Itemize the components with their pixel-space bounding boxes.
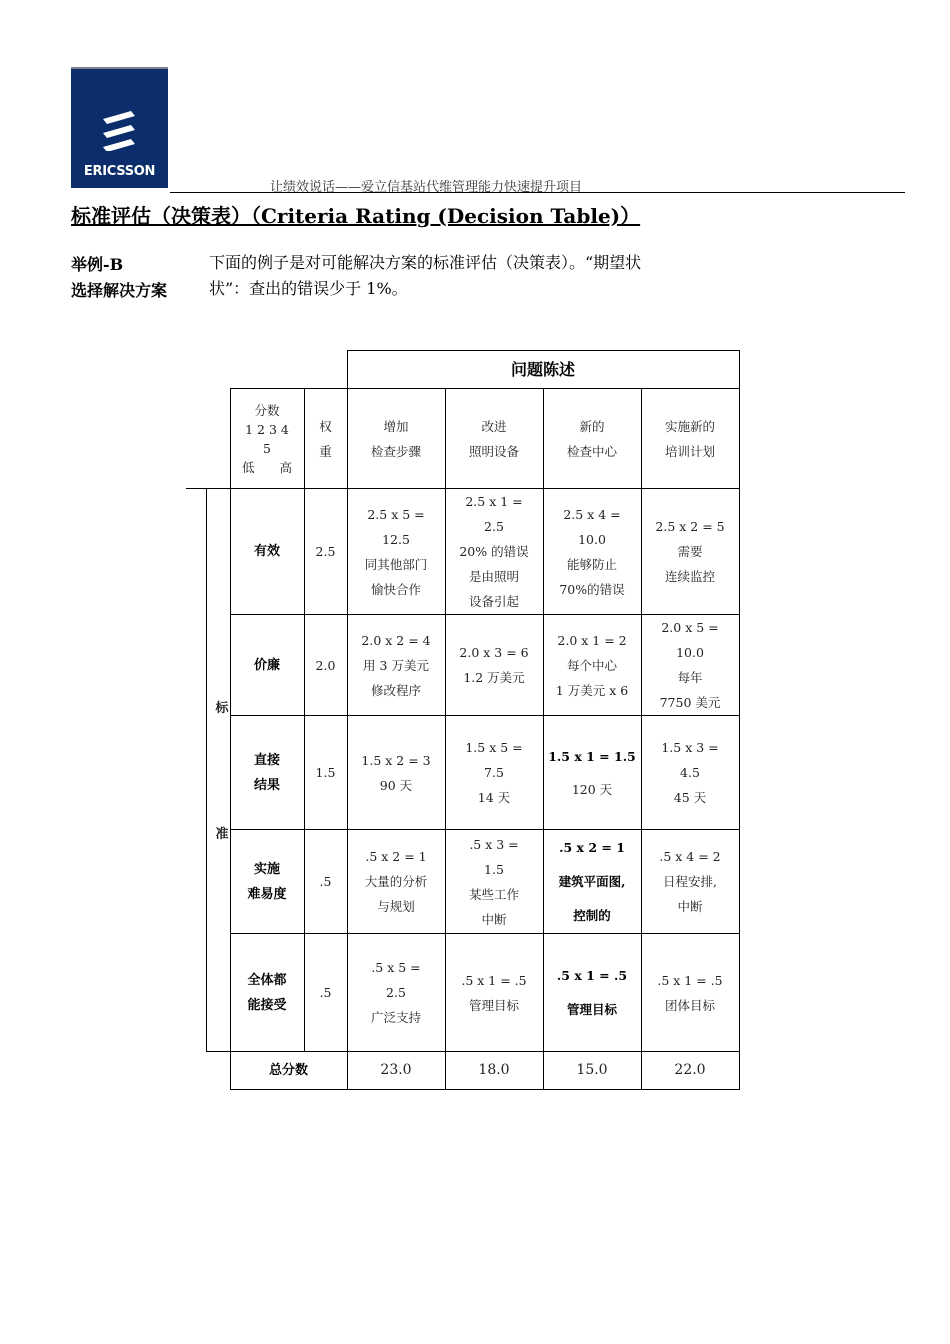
rating-cell xyxy=(641,716,739,830)
weight-header xyxy=(304,389,347,489)
rating-cell xyxy=(347,934,445,1052)
rating-line: 7750 美元 xyxy=(659,695,721,710)
criterion-name xyxy=(230,716,304,830)
description-line: 状”：查出的错误少于 1%。 xyxy=(209,279,408,298)
logo-text: ERICSSON xyxy=(83,164,156,179)
rating-line: 2.0 x 1 = 2 xyxy=(557,632,627,648)
rating-line: .5 x 2 = 1 xyxy=(365,849,427,864)
rating-cell xyxy=(445,489,543,615)
rating-line: 同其他部门 xyxy=(364,556,428,572)
rating-line: 1 万美元 x 6 xyxy=(555,682,629,698)
rating-line: 2.5 xyxy=(484,519,504,534)
option-header xyxy=(445,389,543,489)
weight-header-line: 权 xyxy=(319,418,332,434)
criteria-rating-table xyxy=(186,350,740,1090)
option-header-line: 检查中心 xyxy=(566,443,617,459)
option-header xyxy=(347,389,445,489)
rating-line: 120 天 xyxy=(571,781,613,797)
criterion-name-line: 全体都 xyxy=(247,972,287,988)
score-scale-line: 1 2 3 4 xyxy=(245,421,289,437)
rating-cell xyxy=(445,615,543,716)
rating-line: 愉快合作 xyxy=(370,581,421,597)
option-header-line: 培训计划 xyxy=(664,443,715,459)
rating-cell xyxy=(347,716,445,830)
example-description xyxy=(209,250,754,302)
criterion-name xyxy=(230,615,304,716)
option-header-line: 新的 xyxy=(579,418,605,434)
criterion-weight: .5 xyxy=(304,934,347,1052)
rating-line: 10.0 xyxy=(578,531,606,547)
criterion-name xyxy=(230,934,304,1052)
total-label: 总分数 xyxy=(230,1052,347,1090)
rating-line: .5 x 1 = .5 xyxy=(556,967,628,983)
criterion-weight: 2.5 xyxy=(304,489,347,615)
rating-cell xyxy=(543,615,641,716)
rating-line: 建筑平面图, xyxy=(558,873,626,889)
criteria-row xyxy=(186,716,739,830)
rating-line: 2.5 x 2 = 5 xyxy=(655,519,725,534)
rating-line: 7.5 xyxy=(484,765,504,780)
rating-line: 每年 xyxy=(677,670,703,685)
criterion-name-line: 价廉 xyxy=(253,657,280,673)
rating-line: 修改程序 xyxy=(370,682,421,698)
rating-line: 每个中心 xyxy=(566,657,617,673)
rating-cell xyxy=(543,716,641,830)
header-divider xyxy=(170,192,905,193)
rating-line: 中断 xyxy=(677,899,703,914)
criteria-row xyxy=(186,934,739,1052)
criterion-name-line: 能接受 xyxy=(247,997,287,1013)
criterion-name-line: 有效 xyxy=(253,544,280,559)
rating-line: 广泛支持 xyxy=(370,1010,421,1025)
rating-cell xyxy=(445,716,543,830)
rating-line: 2.5 xyxy=(386,985,406,1000)
description-line: 下面的例子是对可能解决方案的标准评估（决策表）。“期望状 xyxy=(209,253,642,272)
rating-cell xyxy=(543,934,641,1052)
score-scale-line: 5 xyxy=(263,440,271,456)
criterion-name-line: 难易度 xyxy=(247,886,287,902)
rating-line: 管理目标 xyxy=(566,1001,617,1017)
criteria-vertical-label xyxy=(206,489,230,1052)
rating-line: 2.0 x 3 = 6 xyxy=(459,645,529,660)
rating-line: 团体目标 xyxy=(664,997,715,1013)
criterion-name xyxy=(230,830,304,934)
criterion-weight: .5 xyxy=(304,830,347,934)
criteria-row xyxy=(186,830,739,934)
rating-line: 管理目标 xyxy=(468,997,519,1013)
rating-line: 2.5 x 5 = xyxy=(367,506,425,522)
example-sublabel: 选择解决方案 xyxy=(71,281,168,300)
rating-line: 1.5 x 2 = 3 xyxy=(361,752,431,768)
rating-line: 45 天 xyxy=(673,790,707,805)
rating-line: 90 天 xyxy=(379,777,413,793)
rating-line: 2.5 x 4 = xyxy=(563,506,621,522)
criterion-weight: 2.0 xyxy=(304,615,347,716)
criterion-name-line: 实施 xyxy=(253,861,280,877)
rating-cell xyxy=(347,615,445,716)
rating-line: .5 x 1 = .5 xyxy=(657,972,723,988)
rating-line: 2.0 x 5 = xyxy=(661,620,719,635)
criterion-weight: 1.5 xyxy=(304,716,347,830)
criteria-label-char: 准 xyxy=(215,827,229,842)
option-header xyxy=(641,389,739,489)
rating-line: 需要 xyxy=(677,544,703,559)
problem-header-row xyxy=(186,351,739,389)
rating-line: 大量的分析 xyxy=(364,874,428,889)
rating-line: 是由照明 xyxy=(468,569,519,584)
total-score: 22.0 xyxy=(641,1052,739,1090)
rating-line: .5 x 3 = xyxy=(469,836,519,852)
option-header-line: 实施新的 xyxy=(664,418,715,434)
rating-line: 1.5 x 5 = xyxy=(465,740,523,755)
rating-line: 1.5 xyxy=(484,861,504,877)
total-score: 15.0 xyxy=(543,1052,641,1090)
criteria-label-char: 标 xyxy=(215,701,229,716)
page-title: 标准评估（决策表）（Criteria Rating (Decision Table)） xyxy=(71,204,641,228)
criteria-row xyxy=(186,489,739,615)
total-row xyxy=(186,1052,739,1090)
total-score: 18.0 xyxy=(445,1052,543,1090)
rating-line: 用 3 万美元 xyxy=(363,657,429,673)
rating-line: 4.5 xyxy=(680,765,700,780)
ericsson-logo xyxy=(71,67,168,188)
problem-statement-header: 问题陈述 xyxy=(347,351,739,389)
rating-line: .5 x 1 = .5 xyxy=(461,972,527,988)
rating-line: 10.0 xyxy=(676,645,704,660)
rating-cell xyxy=(347,830,445,934)
rating-line: 1.5 x 3 = xyxy=(661,740,719,755)
criterion-name-line: 直接 xyxy=(253,752,280,768)
weight-header-line: 重 xyxy=(319,443,332,459)
score-scale-header xyxy=(230,389,304,489)
total-score: 23.0 xyxy=(347,1052,445,1090)
ericsson-logo-icon xyxy=(101,109,137,151)
rating-line: 20% 的错误 xyxy=(459,544,529,559)
rating-line: 设备引起 xyxy=(468,594,519,609)
rating-cell xyxy=(641,830,739,934)
option-header-line: 改进 xyxy=(481,418,507,434)
rating-line: 2.0 x 2 = 4 xyxy=(361,632,431,648)
rating-line: 12.5 xyxy=(382,531,410,547)
rating-line: 2.5 x 1 = xyxy=(465,494,523,509)
rating-line: .5 x 4 = 2 xyxy=(659,849,721,864)
rating-cell xyxy=(641,489,739,615)
criterion-name xyxy=(230,489,304,615)
rating-cell xyxy=(445,830,543,934)
rating-line: 控制的 xyxy=(573,907,611,923)
rating-line: 某些工作 xyxy=(468,886,519,902)
column-header-row xyxy=(186,389,739,489)
rating-cell xyxy=(445,934,543,1052)
rating-line: .5 x 2 = 1 xyxy=(559,839,625,855)
score-scale-line: 低 高 xyxy=(241,459,292,475)
rating-line: 日程安排, xyxy=(663,874,717,889)
option-header-line: 检查步骤 xyxy=(370,443,421,459)
rating-line: 1.2 万美元 xyxy=(463,670,525,685)
rating-line: 14 天 xyxy=(477,790,511,805)
score-scale-line: 分数 xyxy=(254,402,280,418)
header-project-text: 让绩效说话——爱立信基站代维管理能力快速提升项目 xyxy=(270,180,583,195)
rating-line: 1.5 x 1 = 1.5 xyxy=(548,748,636,764)
rating-line: .5 x 5 = xyxy=(371,960,421,975)
rating-cell xyxy=(543,830,641,934)
rating-cell xyxy=(641,934,739,1052)
rating-line: 连续监控 xyxy=(664,569,715,584)
rating-cell xyxy=(347,489,445,615)
rating-line: 能够防止 xyxy=(566,556,617,572)
criterion-name-line: 结果 xyxy=(253,777,280,793)
rating-line: 70%的错误 xyxy=(559,581,625,597)
criteria-row xyxy=(186,615,739,716)
rating-cell xyxy=(543,489,641,615)
rating-line: 中断 xyxy=(481,911,507,927)
option-header xyxy=(543,389,641,489)
option-header-line: 增加 xyxy=(383,418,409,434)
example-label: 举例-B xyxy=(71,255,124,274)
option-header-line: 照明设备 xyxy=(468,443,519,459)
rating-line: 与规划 xyxy=(377,899,415,914)
rating-cell xyxy=(641,615,739,716)
